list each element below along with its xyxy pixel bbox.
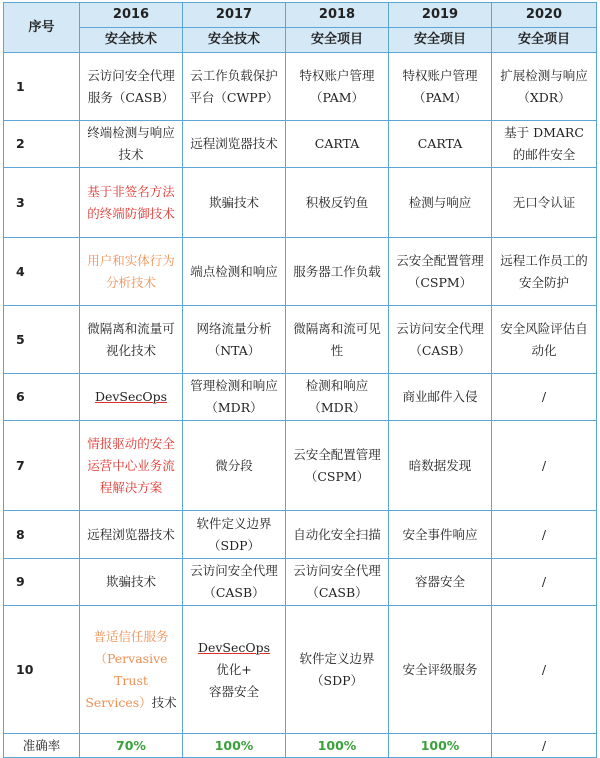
header-row-years bbox=[4, 3, 597, 28]
cell-2020: 远程工作员工的安全防护 bbox=[492, 238, 597, 306]
cell-2018: 检测和响应（MDR） bbox=[286, 374, 389, 421]
cell-2018: 自动化安全扫描 bbox=[286, 511, 389, 559]
year-header: 2020 bbox=[492, 3, 597, 28]
cell-2018: 软件定义边界（SDP） bbox=[286, 606, 389, 734]
cell-2017: 网络流量分析（NTA） bbox=[183, 306, 286, 374]
cell-2016-suffix: 技术 bbox=[151, 694, 177, 710]
cell-2020: 基于 DMARC 的邮件安全 bbox=[492, 121, 597, 168]
year-header: 2019 bbox=[389, 3, 492, 28]
cell-2019: 检测与响应 bbox=[389, 168, 492, 238]
cell-2016-highlighted: 情报驱动的安全运营中心业务流程解决方案 bbox=[80, 421, 183, 511]
table-row bbox=[4, 559, 597, 606]
row-index: 8 bbox=[4, 511, 80, 559]
cell-2018: 云访问安全代理（CASB） bbox=[286, 559, 389, 606]
cell-2020: 无口令认证 bbox=[492, 168, 597, 238]
accuracy-2016: 70% bbox=[80, 734, 183, 758]
category-header: 安全项目 bbox=[286, 28, 389, 53]
cell-2019: CARTA bbox=[389, 121, 492, 168]
cell-2017: 微分段 bbox=[183, 421, 286, 511]
category-header: 安全项目 bbox=[492, 28, 597, 53]
accuracy-2019: 100% bbox=[389, 734, 492, 758]
cell-2018: 微隔离和流可见性 bbox=[286, 306, 389, 374]
cell-2017: 端点检测和响应 bbox=[183, 238, 286, 306]
cell-2017: 软件定义边界（SDP） bbox=[183, 511, 286, 559]
cell-2016: 云访问安全代理服务（CASB） bbox=[80, 53, 183, 121]
accuracy-2020: / bbox=[492, 734, 597, 758]
year-header: 2018 bbox=[286, 3, 389, 28]
cell-2019: 安全事件响应 bbox=[389, 511, 492, 559]
year-header: 2017 bbox=[183, 3, 286, 28]
cell-2020: / bbox=[492, 559, 597, 606]
cell-2017-line3: 容器安全 bbox=[208, 683, 259, 699]
cell-2019: 容器安全 bbox=[389, 559, 492, 606]
cell-2020: / bbox=[492, 606, 597, 734]
row-index: 6 bbox=[4, 374, 80, 421]
gartner-security-table bbox=[3, 2, 597, 758]
cell-2017: 管理检测和响应（MDR） bbox=[183, 374, 286, 421]
table-row bbox=[4, 306, 597, 374]
year-header: 2016 bbox=[80, 3, 183, 28]
table-row bbox=[4, 421, 597, 511]
cell-2018: 服务器工作负载 bbox=[286, 238, 389, 306]
accuracy-label: 准确率 bbox=[4, 734, 80, 758]
table-row bbox=[4, 511, 597, 559]
cell-2016-highlighted: 用户和实体行为分析技术 bbox=[80, 238, 183, 306]
table-row bbox=[4, 606, 597, 734]
cell-2016-highlighted: 普适信任服务（Pervasive Trust Services） bbox=[85, 628, 169, 710]
row-index: 9 bbox=[4, 559, 80, 606]
cell-2020: 扩展检测与响应（XDR） bbox=[492, 53, 597, 121]
table-row bbox=[4, 168, 597, 238]
cell-2018: 特权账户管理（PAM） bbox=[286, 53, 389, 121]
table-row bbox=[4, 238, 597, 306]
cell-2016-highlighted: 基于非签名方法的终端防御技术 bbox=[80, 168, 183, 238]
cell-2019: 安全评级服务 bbox=[389, 606, 492, 734]
cell-2016: 微隔离和流量可视化技术 bbox=[80, 306, 183, 374]
cell-2017-devsecops: DevSecOps bbox=[197, 639, 271, 655]
cell-2016: 欺骗技术 bbox=[80, 559, 183, 606]
cell-2016: 远程浏览器技术 bbox=[80, 511, 183, 559]
row-index: 7 bbox=[4, 421, 80, 511]
cell-2019: 云访问安全代理（CASB） bbox=[389, 306, 492, 374]
cell-2019: 云安全配置管理（CSPM） bbox=[389, 238, 492, 306]
accuracy-row bbox=[4, 734, 597, 758]
cell-2016: DevSecOps bbox=[80, 374, 183, 421]
cell-2020: / bbox=[492, 511, 597, 559]
cell-2018: CARTA bbox=[286, 121, 389, 168]
row-index: 5 bbox=[4, 306, 80, 374]
cell-2020: 安全风险评估自动化 bbox=[492, 306, 597, 374]
cell-2016 bbox=[80, 606, 183, 734]
row-index: 1 bbox=[4, 53, 80, 121]
cell-2017: 远程浏览器技术 bbox=[183, 121, 286, 168]
cell-2019: 特权账户管理（PAM） bbox=[389, 53, 492, 121]
accuracy-2018: 100% bbox=[286, 734, 389, 758]
cell-2017: 云访问安全代理（CASB） bbox=[183, 559, 286, 606]
cell-2018: 积极反钓鱼 bbox=[286, 168, 389, 238]
cell-2017: 云工作负载保护平台（CWPP） bbox=[183, 53, 286, 121]
cell-2019: 暗数据发现 bbox=[389, 421, 492, 511]
cell-2018: 云安全配置管理（CSPM） bbox=[286, 421, 389, 511]
cell-2016: 终端检测与响应技术 bbox=[80, 121, 183, 168]
table-row bbox=[4, 53, 597, 121]
cell-2017: 欺骗技术 bbox=[183, 168, 286, 238]
cell-2017 bbox=[183, 606, 286, 734]
row-index: 10 bbox=[4, 606, 80, 734]
index-header: 序号 bbox=[4, 3, 80, 53]
accuracy-2017: 100% bbox=[183, 734, 286, 758]
table-row bbox=[4, 374, 597, 421]
row-index: 4 bbox=[4, 238, 80, 306]
category-header: 安全项目 bbox=[389, 28, 492, 53]
category-header: 安全技术 bbox=[183, 28, 286, 53]
cell-2020: / bbox=[492, 374, 597, 421]
table-row bbox=[4, 121, 597, 168]
cell-2020: / bbox=[492, 421, 597, 511]
header-row-categories bbox=[4, 28, 597, 53]
category-header: 安全技术 bbox=[80, 28, 183, 53]
row-index: 3 bbox=[4, 168, 80, 238]
cell-2017-line2: 优化+ bbox=[216, 661, 252, 677]
row-index: 2 bbox=[4, 121, 80, 168]
cell-2019: 商业邮件入侵 bbox=[389, 374, 492, 421]
